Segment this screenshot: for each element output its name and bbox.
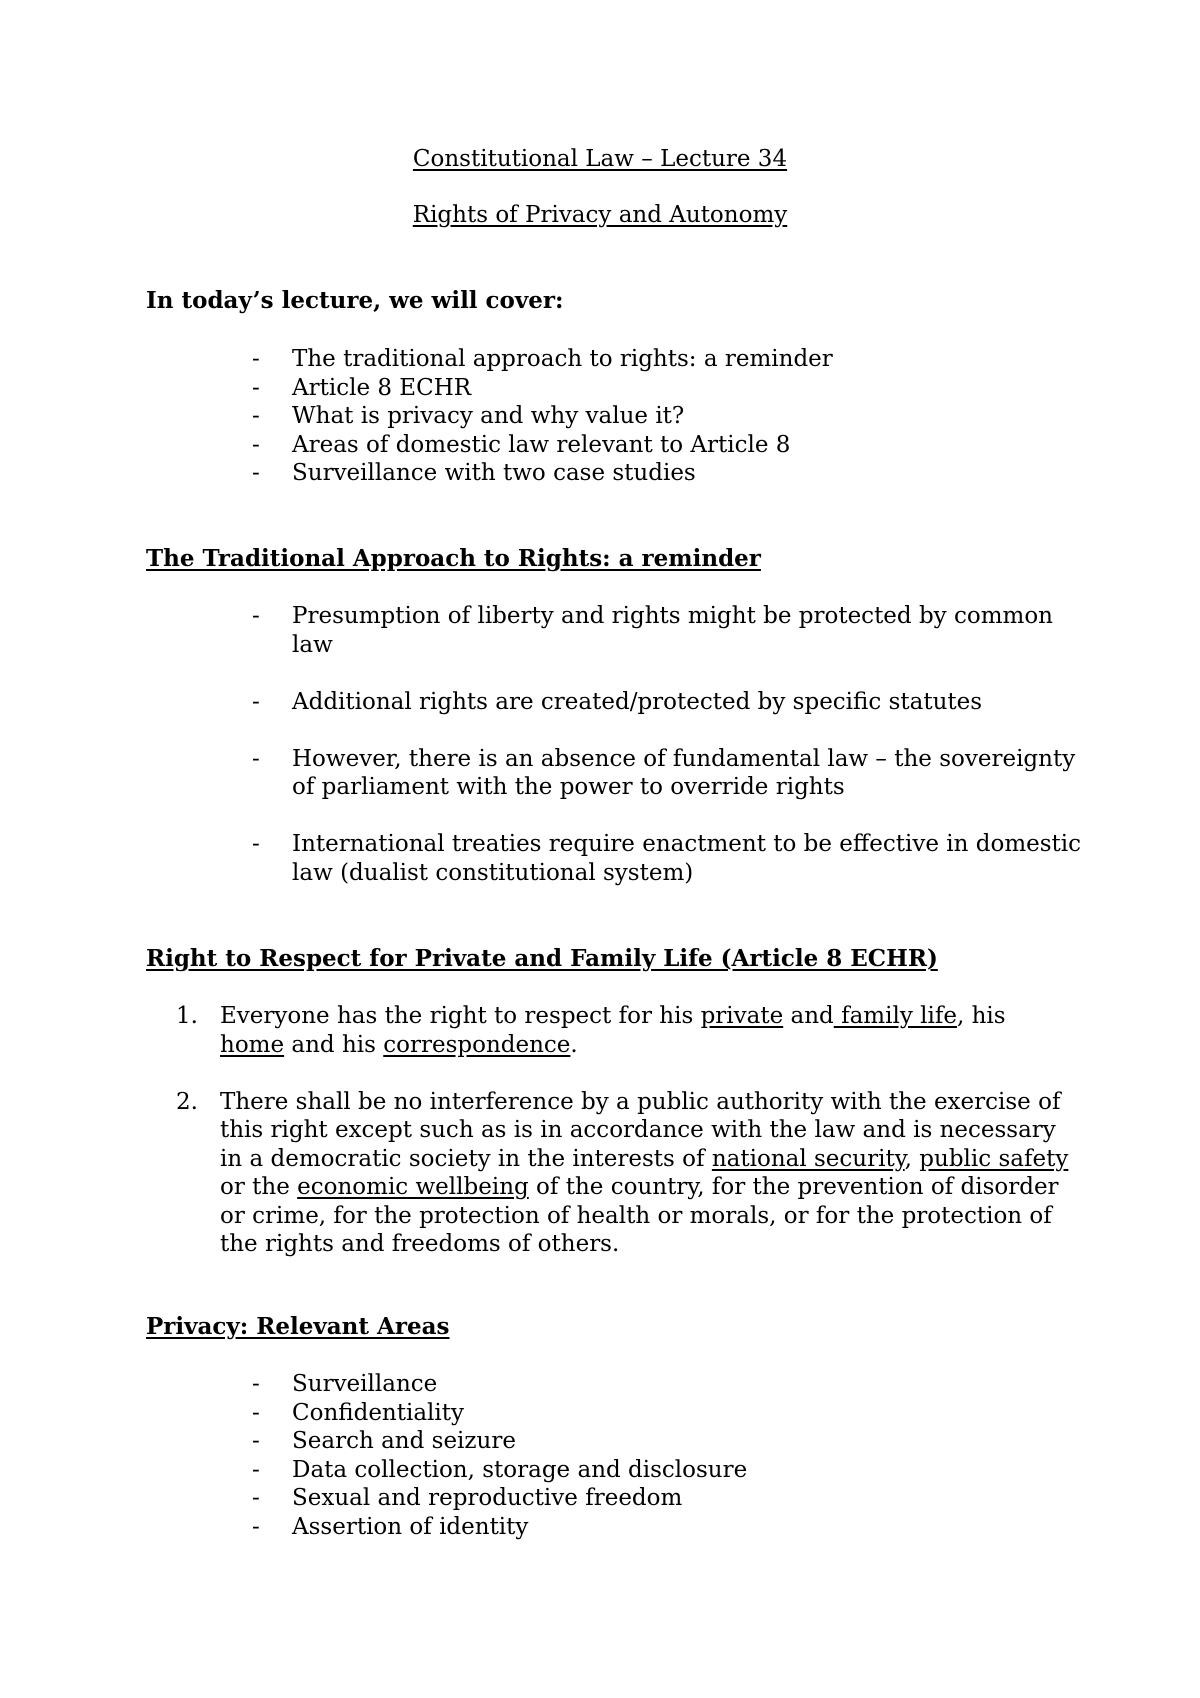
article8-list xyxy=(170,1002,1070,1287)
text-span: and xyxy=(783,1003,834,1029)
list-item xyxy=(170,1088,1070,1259)
list-item: - What is privacy and why value it? xyxy=(252,402,1082,431)
list-item: - Sexual and reproductive freedom xyxy=(252,1484,1082,1513)
underlined-term: economic wellbeing xyxy=(297,1174,529,1200)
document-subtitle: Rights of Privacy and Autonomy xyxy=(412,202,788,228)
list-item: - Assertion of identity xyxy=(252,1513,1082,1542)
text-span: There shall be no interference by a public authority with the exercise of this right except such as is in accordance with the law and is necessary in a democratic society in the interests of xyxy=(220,1088,1061,1172)
traditional-list xyxy=(252,602,1082,916)
list-item: - Confidentiality xyxy=(252,1399,1082,1428)
underlined-term: home xyxy=(220,1031,285,1058)
list-item: - Surveillance xyxy=(252,1370,1082,1399)
text-span: , xyxy=(904,1145,920,1172)
underlined-term: public safety xyxy=(919,1145,1069,1172)
list-item: - International treaties require enactment to be effective in domestic law (dualist constitutional system) xyxy=(252,830,1082,887)
list-item: - Presumption of liberty and rights might be protected by common law xyxy=(252,602,1082,659)
list-item: - Search and seizure xyxy=(252,1427,1082,1456)
list-item: - The traditional approach to rights: a reminder xyxy=(252,345,1082,374)
text-span: or the xyxy=(220,1174,298,1200)
areas-heading: Privacy: Relevant Areas xyxy=(146,1313,450,1340)
intro-heading: In today’s lecture, we will cover: xyxy=(146,287,564,314)
item-number: 2. xyxy=(176,1088,198,1115)
list-item: - Surveillance with two case studies xyxy=(252,459,1082,488)
document-title: Constitutional Law – Lecture 34 xyxy=(412,146,788,172)
item-number: 1. xyxy=(176,1003,198,1029)
article8-heading: Right to Respect for Private and Family Life (Article 8 ECHR) xyxy=(146,945,938,972)
text-span: of the country, for the prevention of disorder or crime, for the protection of health or morals, or for the protection of the rights and freedoms of others. xyxy=(220,1174,1059,1257)
areas-list xyxy=(252,1370,1082,1541)
list-item: - Additional rights are created/protected by specific statutes xyxy=(252,688,1082,717)
list-item: - Data collection, storage and disclosure xyxy=(252,1456,1082,1485)
text-span: Everyone has the right to respect for his xyxy=(220,1003,701,1029)
text-span: . xyxy=(570,1031,578,1058)
list-item: - However, there is an absence of fundamental law – the sovereignty of parliament with the power to override rights xyxy=(252,745,1082,802)
underlined-term: correspondence xyxy=(383,1031,571,1058)
text-span: , his xyxy=(956,1003,1006,1029)
underlined-term: family life xyxy=(833,1003,957,1029)
underlined-term: national security xyxy=(711,1145,905,1172)
list-item: - Areas of domestic law relevant to Article 8 xyxy=(252,431,1082,460)
underlined-term: private xyxy=(700,1003,784,1029)
list-item xyxy=(170,1002,1070,1059)
intro-list xyxy=(252,345,1082,488)
list-item: - Article 8 ECHR xyxy=(252,374,1082,403)
text-span: and his xyxy=(284,1031,384,1058)
traditional-heading: The Traditional Approach to Rights: a reminder xyxy=(146,545,761,572)
